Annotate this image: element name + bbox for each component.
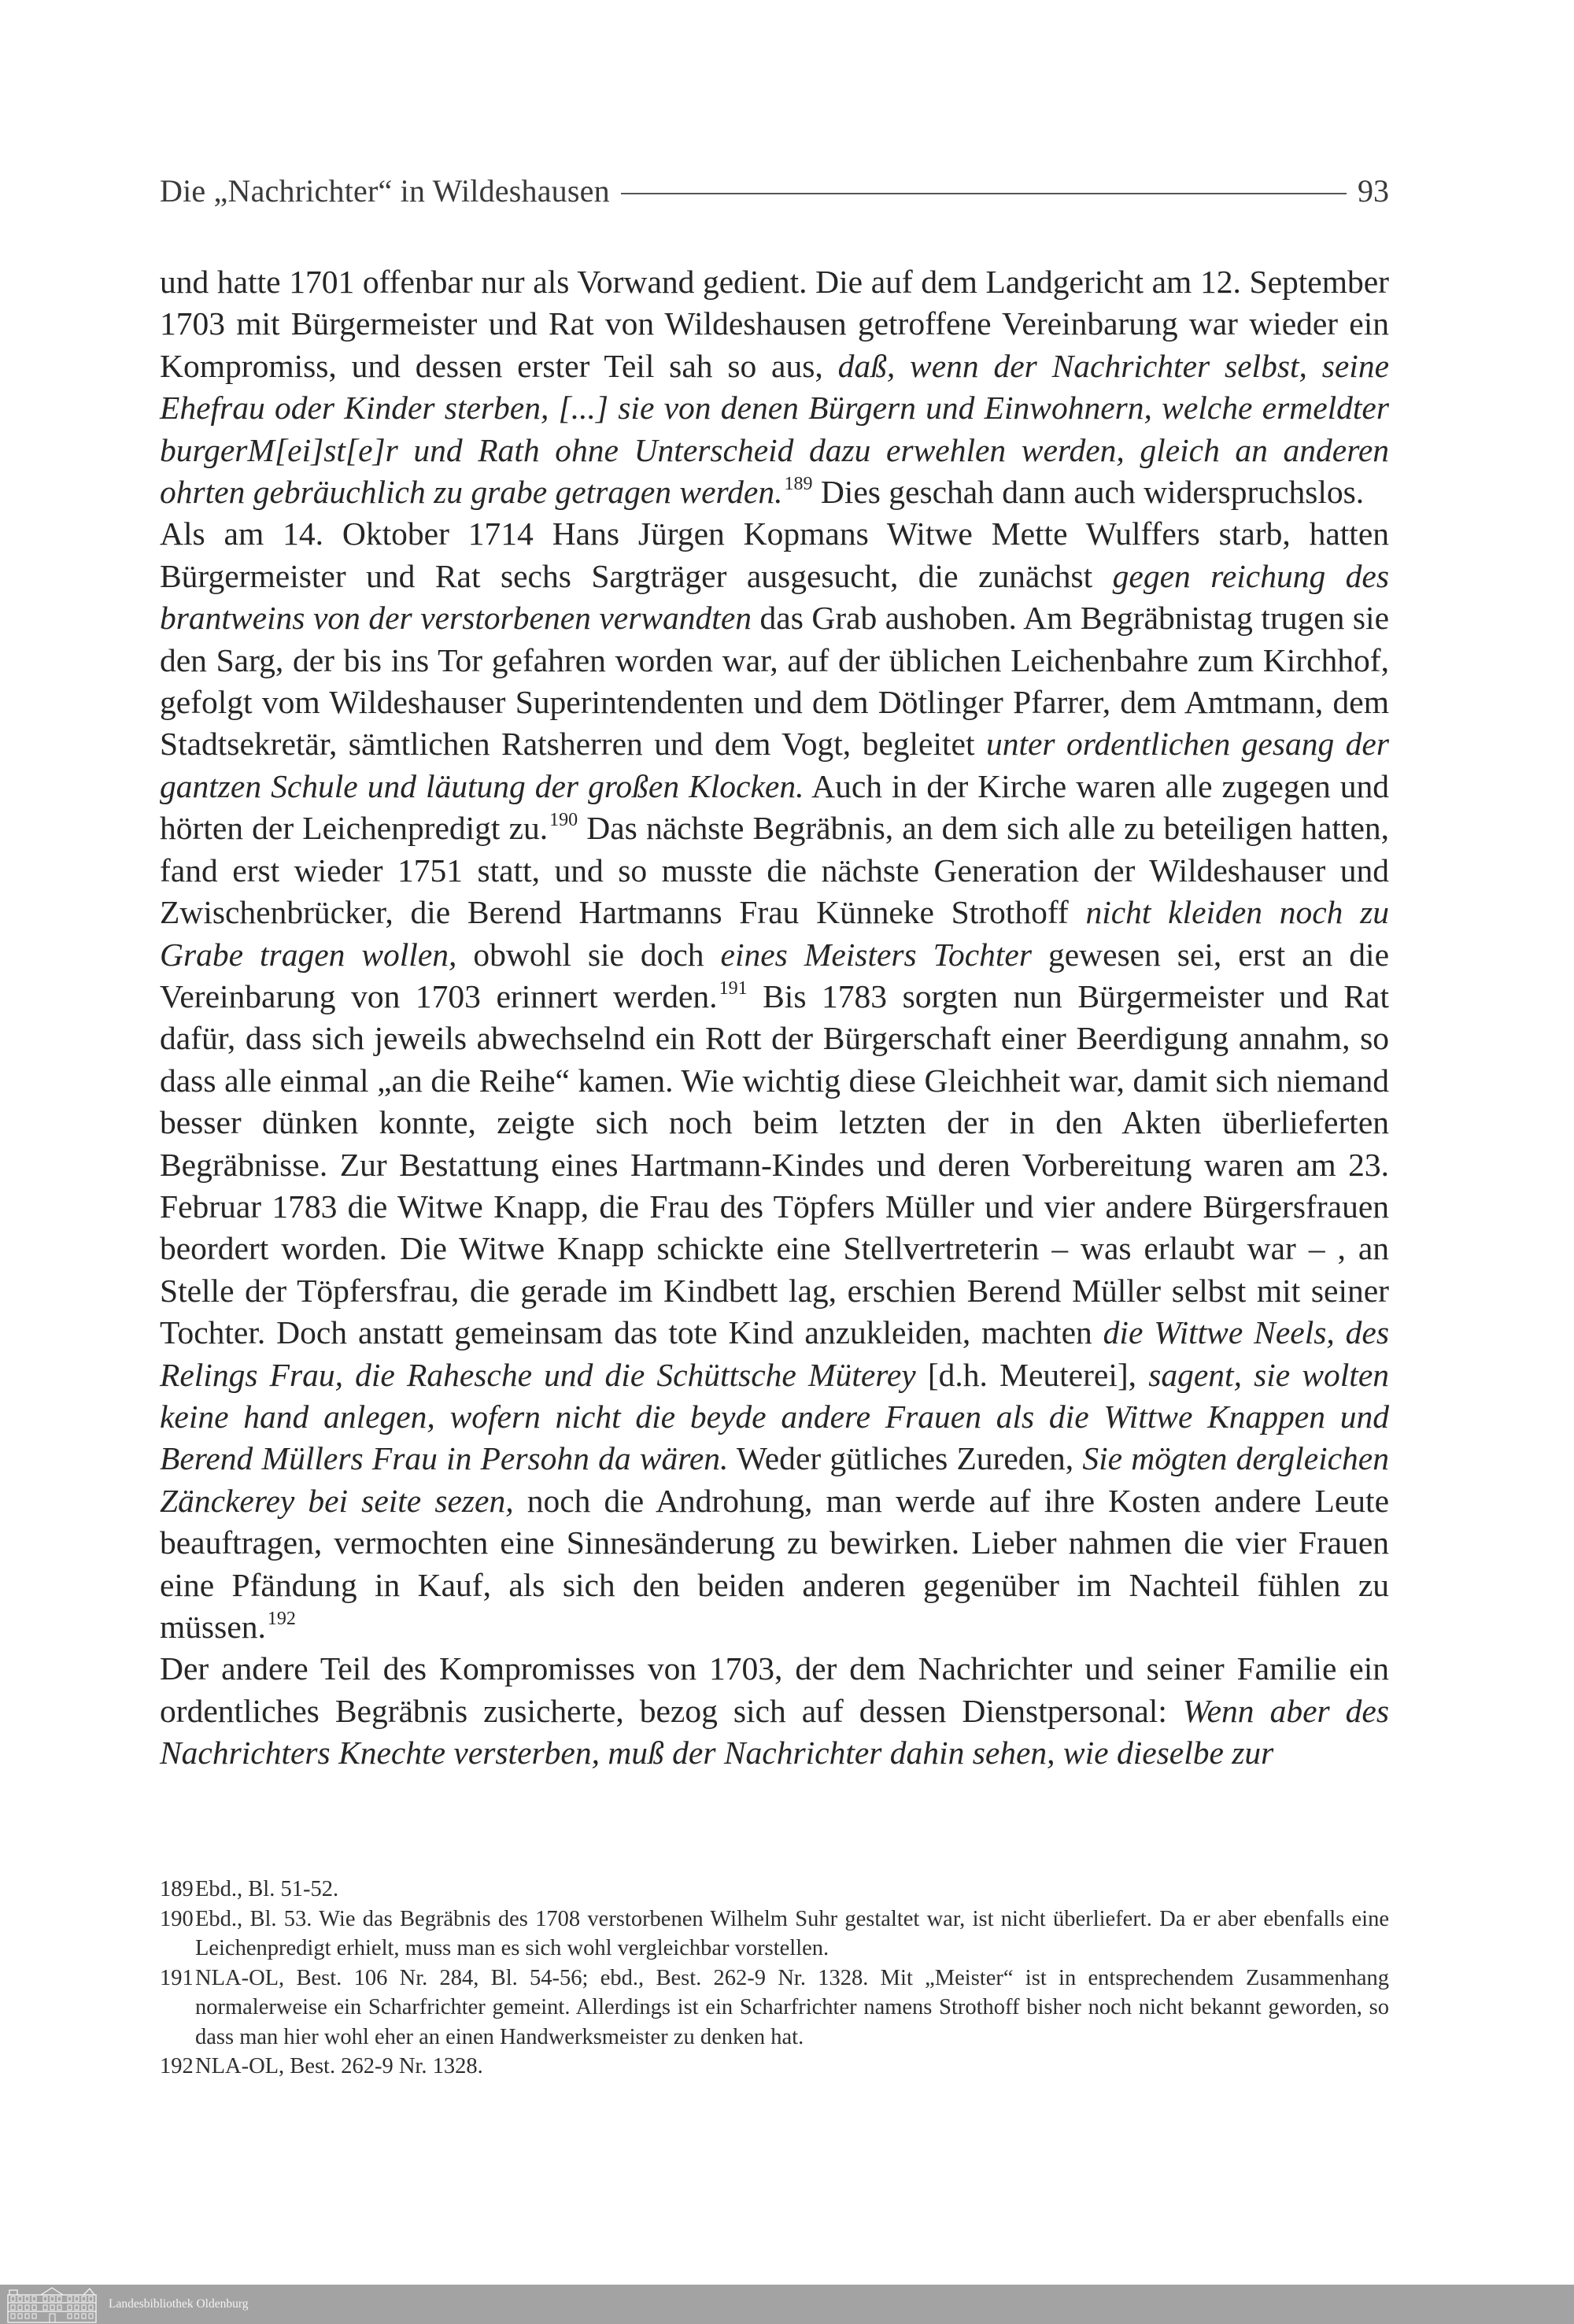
quoted-source-text: Sie mögten dergleichen Zänckerey bei seite sezen,: [160, 1440, 1389, 1519]
body-text-run: gewesen sei, erst an die Vereinbarung von 1703 erinnert werden.: [160, 936, 1389, 1014]
body-paragraph: [160, 513, 1389, 1648]
body-text: [160, 261, 1389, 1775]
quoted-source-text: unter ordentlichen gesang der gantzen Schule und läutung der großen Klocken.: [160, 726, 1390, 804]
footnotes: [160, 1875, 1389, 2082]
footnote-reference: 192: [267, 1609, 296, 1629]
footnote-text: NLA-OL, Best. 262-9 Nr. 1328.: [195, 2054, 483, 2078]
body-paragraph: [160, 261, 1389, 513]
quoted-source-text: gegen reichung des brantweins von der verstorbenen verwandten: [160, 557, 1389, 637]
footnote: [160, 1875, 1389, 1905]
running-head-rule: [621, 193, 1347, 194]
body-paragraph: [160, 1648, 1389, 1774]
body-text-run: Auch in der Kirche waren alle zugegen und hörten der Leichenpredigt zu.: [160, 767, 1389, 847]
quoted-source-text: nicht kleiden noch zu Grabe tragen wollen,: [160, 894, 1390, 973]
body-text-run: und hatte 1701 offenbar nur als Vorwand gedient. Die auf dem Landgericht am 12. September 1703 mit Bürgermeister und Rat von Wildeshausen getroffene Vereinbarung war wieder ein Kompromiss, und dessen erster Teil sah so aus,: [160, 264, 1389, 384]
body-text-run: Dies geschah dann auch widerspruchslos.: [812, 474, 1365, 511]
running-head-title: Die „Nachrichter“ in Wildeshausen: [160, 172, 610, 209]
footnote-text: Ebd., Bl. 53. Wie das Begräbnis des 1708 verstorbenen Wilhelm Suhr gestaltet war, ist nicht überliefert. Da er aber ebenfalls eine Leichenpredigt erhielt, muss man es sich wohl vergleichbar vorstellen.: [195, 1906, 1389, 1960]
body-text-run: obwohl sie doch: [456, 936, 721, 973]
library-building-icon: [6, 2287, 99, 2323]
body-text-run: Das nächste Begräbnis, an dem sich alle zu beteiligen hatten, fand erst wieder 1751 statt, und so musste die nächste Generation der Wildeshauser und Zwischenbrücker, die Berend Hartmanns Frau Künneke Strothoff: [160, 810, 1389, 931]
footnote-text: Ebd., Bl. 51-52.: [195, 1877, 339, 1901]
footnote: [160, 2052, 1389, 2082]
body-text-run: Als am 14. Oktober 1714 Hans Jürgen Kopmans Witwe Mette Wulffers starb, hatten Bürgermeister und Rat sechs Sargträger ausgesucht, die zunächst: [160, 515, 1389, 594]
footnote-number: 190: [160, 1906, 194, 1931]
footnote-number: 189: [160, 1877, 194, 1901]
footnote-reference: 191: [719, 977, 748, 999]
page-number: 93: [1358, 172, 1389, 209]
body-text-run: das Grab aushoben. Am Begräbnistag trugen sie den Sarg, der bis ins Tor gefahren worden war, auf der üblichen Leichenbahre zum Kirchhof, gefolgt vom Wildeshauser Superintendenten und dem Dötlinger Pfarrer, dem Amtmann, dem Stadtsekretär, sämtlichen Ratsherren und dem Vogt, begleitet: [160, 600, 1389, 763]
quoted-source-text: daß, wenn der Nachrichter selbst, seine Ehefrau oder Kinder sterben, [...] sie von denen Bürgern und Einwohnern, welche ermeldter burgerM[ei]st[e]r und Rath ohne Unterscheid dazu erwehlen werden, gleich an anderen ohrten gebräuchlich zu grabe getragen werden.: [160, 347, 1389, 511]
footnote-text: NLA-OL, Best. 106 Nr. 284, Bl. 54-56; ebd., Best. 262-9 Nr. 1328. Mit „Meister“ ist in entsprechendem Zusammenhang normalerweise ein Scharfrichter gemeint. Allerdings ist ein Scharfrichter namens Strothoff bisher noch nicht bekannt geworden, so dass man hier wohl eher an einen Handwerksmeister zu denken hat.: [195, 1965, 1389, 2049]
footnote-reference: 189: [784, 474, 813, 495]
quoted-source-text: die Wittwe Neels, des Relings Frau, die Rahesche und die Schüttsche Müterey: [160, 1314, 1389, 1393]
footnote-number: 191: [160, 1965, 194, 1990]
quoted-source-text: sagent, sie wolten keine hand anlegen, wofern nicht die beyde andere Frauen als die Wittwe Knappen und Berend Müllers Frau in Persohn da wären.: [160, 1356, 1389, 1477]
quoted-source-text: Wenn aber des Nachrichters Knechte versterben, muß der Nachrichter dahin sehen, wie dieselbe zur: [160, 1692, 1389, 1772]
footnote: [160, 1964, 1389, 2052]
footnote-number: 192: [160, 2054, 194, 2078]
body-text-run: [d.h. Meuterei],: [915, 1356, 1149, 1393]
body-text-run: Der andere Teil des Kompromisses von 1703, der dem Nachrichter und seiner Familie ein ordentliches Begräbnis zusicherte, bezog sich auf dessen Dienstpersonal:: [160, 1650, 1389, 1729]
quoted-source-text: eines Meisters Tochter: [720, 936, 1032, 973]
footer-bar: [0, 2285, 1574, 2324]
body-text-run: noch die Androhung, man werde auf ihre Kosten andere Leute beauftragen, vermochten eine Sinnesänderung zu bewirken. Lieber nahmen die vier Frauen eine Pfändung in Kauf, als sich den beiden anderen gegenüber im Nachteil fühlen zu müssen.: [160, 1482, 1389, 1645]
footnote: [160, 1905, 1389, 1964]
footnote-reference: 190: [549, 810, 578, 831]
body-text-run: Bis 1783 sorgten nun Bürgermeister und Rat dafür, dass sich jeweils abwechselnd ein Rott der Bürgerschaft einer Beerdigung annahm, so dass alle einmal „an die Reihe“ kamen. Wie wichtig diese Gleichheit war, damit sich niemand besser dünken konnte, zeigte sich noch beim letzten der in den Akten überlieferten Begräbnisse. Zur Bestattung eines Hartmann-Kindes und deren Vorbereitung waren am 23. Februar 1783 die Witwe Knapp, die Frau des Töpfers Müller und vier andere Bürgersfrauen beordert worden. Die Witwe Knapp schickte eine Stellvertreterin – was erlaubt war – , an Stelle der Töpfersfrau, die gerade im Kindbett lag, erschien Berend Müller selbst mit seiner Tochter. Doch anstatt gemeinsam das tote Kind anzukleiden, machten: [160, 977, 1389, 1351]
running-head: [160, 167, 1389, 214]
library-name: Landesbibliothek Oldenburg: [109, 2297, 249, 2311]
body-text-run: Weder gütliches Zureden,: [728, 1440, 1083, 1477]
